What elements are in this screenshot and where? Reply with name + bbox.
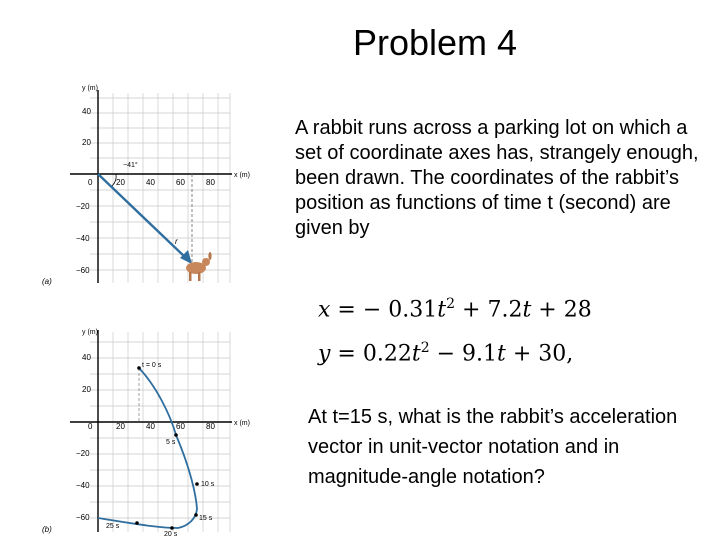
figure-a-x-tick: 0 <box>88 178 93 187</box>
figure-b-rabbit-path <box>40 322 290 537</box>
figure-a-y-tick: −60 <box>76 266 90 275</box>
figure-b-y-ticks <box>76 353 91 522</box>
figure-b-time-label-0s: t = 0 s <box>142 362 162 369</box>
equation-x-equals: = <box>330 297 363 323</box>
figure-a-angle-label: −41° <box>123 162 138 169</box>
figure-a-x-tick: 80 <box>206 178 215 187</box>
figure-b-y-tick: −40 <box>76 481 90 490</box>
equation-y-term1-coeff: 0.22 <box>362 341 412 367</box>
problem-statement: A rabbit runs across a parking lot on which a set of coordinate axes has, strangely enough, been drawn. The coordinates of the rabbit’s position as functions of time t (second) are given by <box>295 117 699 239</box>
figure-b-time-label-15s: 15 s <box>199 515 213 522</box>
figure-a-y-tick: 20 <box>82 138 91 147</box>
figure-a-y-axis-label: y (m) <box>82 85 98 92</box>
figure-b-y-tick: 20 <box>82 385 91 394</box>
figure-b-y-tick: −60 <box>76 513 90 522</box>
figure-a-y-tick: 40 <box>82 107 91 116</box>
equation-x-term2-coeff: + 7.2 <box>455 297 523 323</box>
figure-b-x-axis-label: x (m) <box>234 420 250 427</box>
figure-b-time-label-20s: 20 s <box>164 531 178 537</box>
equation-y-equals: = <box>330 341 363 367</box>
figure-a-y-tick: −20 <box>76 202 90 211</box>
figure-b-x-tick: 60 <box>176 422 185 431</box>
equation-y-term1-power: 2 <box>420 340 430 356</box>
figure-b-panel-label: (b) <box>42 525 52 534</box>
figure-b-y-axis-label: y (m) <box>82 329 98 336</box>
figure-b-x-tick: 80 <box>206 422 215 431</box>
question-text: At t=15 s, what is the rabbit’s acceleration vector in unit-vector notation and in magnitude-angle notation? <box>308 406 678 488</box>
figure-b-time-label-5s: 5 s <box>166 439 176 446</box>
figure-a-y-tick: −40 <box>76 234 90 243</box>
figure-a-x-axis-label: x (m) <box>234 172 250 179</box>
figure-b-x-ticks <box>88 422 215 431</box>
equation-x <box>318 296 592 322</box>
figure-a-x-tick: 20 <box>116 178 125 187</box>
equation-x-term1-coeff: − 0.31 <box>362 297 438 323</box>
figure-b-time-label-10s: 10 s <box>201 481 215 488</box>
figure-b-x-tick: 40 <box>146 422 155 431</box>
figure-a-x-tick: 40 <box>146 178 155 187</box>
figure-b-y-tick: 40 <box>82 353 91 362</box>
equation-y-lhs: y <box>318 341 331 367</box>
equation-x-term3: + 28 <box>531 297 592 323</box>
figure-a-x-tick: 60 <box>176 178 185 187</box>
equation-y-term2-coeff: − 9.1 <box>429 341 498 367</box>
equation-x-lhs: x <box>318 297 331 323</box>
figure-b-time-markers <box>135 366 199 530</box>
equation-y-term3: + 30, <box>505 341 574 367</box>
figure-a-vector-label: r <box>175 237 178 246</box>
rabbit-icon <box>186 252 212 281</box>
figure-a-y-ticks <box>76 107 91 275</box>
equation-x-term1-var: t <box>437 297 447 323</box>
equation-x-term1-power: 2 <box>446 296 456 312</box>
figure-b-x-tick: 0 <box>88 422 93 431</box>
figure-b-y-tick: −20 <box>76 449 90 458</box>
figure-a-position-vector <box>40 78 290 293</box>
equation-y-term2-var: t <box>497 341 506 367</box>
slide-title: Problem 4 <box>352 22 518 63</box>
equation-y <box>318 340 573 366</box>
figure-b-x-tick: 20 <box>116 422 125 431</box>
equation-x-term2-var: t <box>522 297 532 323</box>
figure-b-time-label-25s: 25 s <box>106 523 120 530</box>
figure-a-panel-label: (a) <box>42 277 52 286</box>
figure-a-vector-arrowhead <box>180 250 192 264</box>
equation-y-term1-var: t <box>411 341 421 367</box>
